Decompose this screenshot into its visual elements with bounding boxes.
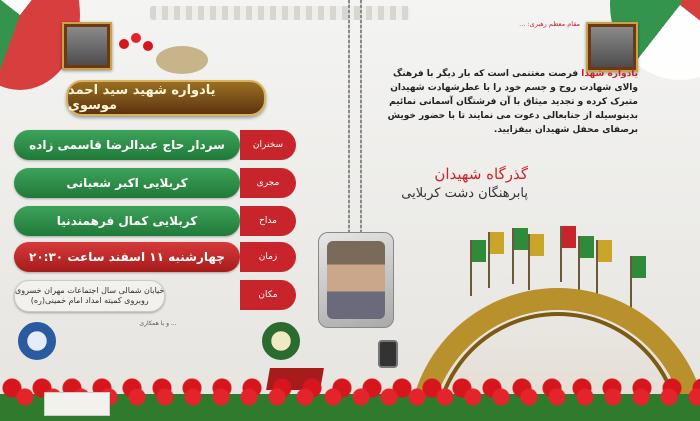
program-row-time: [4, 242, 296, 272]
calligraphy-line-2: پابرهنگان دشت کربلایی: [401, 186, 528, 201]
speaker-name: سردار حاج عبدالرضا قاسمی زاده: [14, 130, 240, 160]
memorial-title-banner: [66, 80, 266, 116]
portrait-frame-right: [586, 22, 638, 72]
program-row-speaker: [4, 130, 296, 160]
program-row-eulogist: [4, 206, 296, 236]
organization-logo-left: [18, 322, 56, 360]
flag-icon: [512, 228, 514, 284]
calligraphy-line-1: گذرگاه شهیدان: [434, 165, 528, 183]
flag-icon: [488, 232, 490, 288]
flag-icon: [528, 234, 530, 290]
leader-quote: مقام معظم رهبری: ...: [519, 20, 580, 28]
host-label: مجری: [240, 168, 296, 198]
flag-icon: [560, 226, 562, 282]
venue-line-2: روبروی کمیته امداد امام خمینی(ره): [30, 296, 149, 305]
tulip-field-front: [15, 385, 700, 421]
bottom-left-badge: [44, 392, 110, 416]
lantern-icon: [378, 340, 398, 368]
program-row-venue: [4, 280, 296, 310]
martyr-photo: [327, 241, 385, 319]
time-label: زمان: [240, 242, 296, 272]
dogtag-chain: [360, 0, 362, 235]
flag-icon: [596, 240, 598, 296]
memorial-title: یادواره شهید سید احمد موسوی: [68, 83, 216, 113]
program-row-host: [4, 168, 296, 198]
calligraphy-text: [380, 164, 528, 224]
eulogist-label: مداح: [240, 206, 296, 236]
venue-label: مکان: [240, 280, 296, 310]
sponsors-text: و با همکاری ...: [139, 320, 177, 327]
invitation-paragraph: [378, 68, 638, 138]
paragraph-text: فرصت مغتنمی است که بار دیگر با فرهنگ والای شهادت روح و جسم خود را با عطرشهادت شهیدان متبرک کرده و تجدید میثاق با آن فرشتگان آسمانی نمائیم بدینوسیله از جنابعالی دعوت می نمایند تا با حضور خویش برصفای محفل شهیدان بیفزایید.: [387, 69, 638, 135]
dogtag-photo: [318, 232, 394, 328]
top-ornament: [150, 6, 410, 20]
host-name: کربلایی اکبر شعبانی: [14, 168, 240, 198]
venue-line-1: خیابان شمالی سال اجتماعات مهران خسروی: [15, 285, 165, 295]
flag-icon: [630, 256, 632, 312]
event-time: چهارشنبه ۱۱ اسفند ساعت ۲۰:۳۰: [14, 242, 240, 272]
portrait-frame-left: [62, 22, 112, 70]
event-venue: [14, 280, 165, 312]
flag-icon: [578, 236, 580, 292]
organization-logo-right: [262, 322, 300, 360]
paragraph-highlight: یادواره شهدا: [581, 69, 638, 79]
portrait-image: [67, 27, 107, 65]
speaker-label: سخنران: [240, 130, 296, 160]
dogtag-chain: [348, 0, 350, 235]
eulogist-name: کربلایی کمال فرهمندنیا: [14, 206, 240, 236]
flag-icon: [470, 240, 472, 296]
flowers-helmet-illustration: [112, 30, 212, 75]
leaders-image: [591, 27, 633, 67]
